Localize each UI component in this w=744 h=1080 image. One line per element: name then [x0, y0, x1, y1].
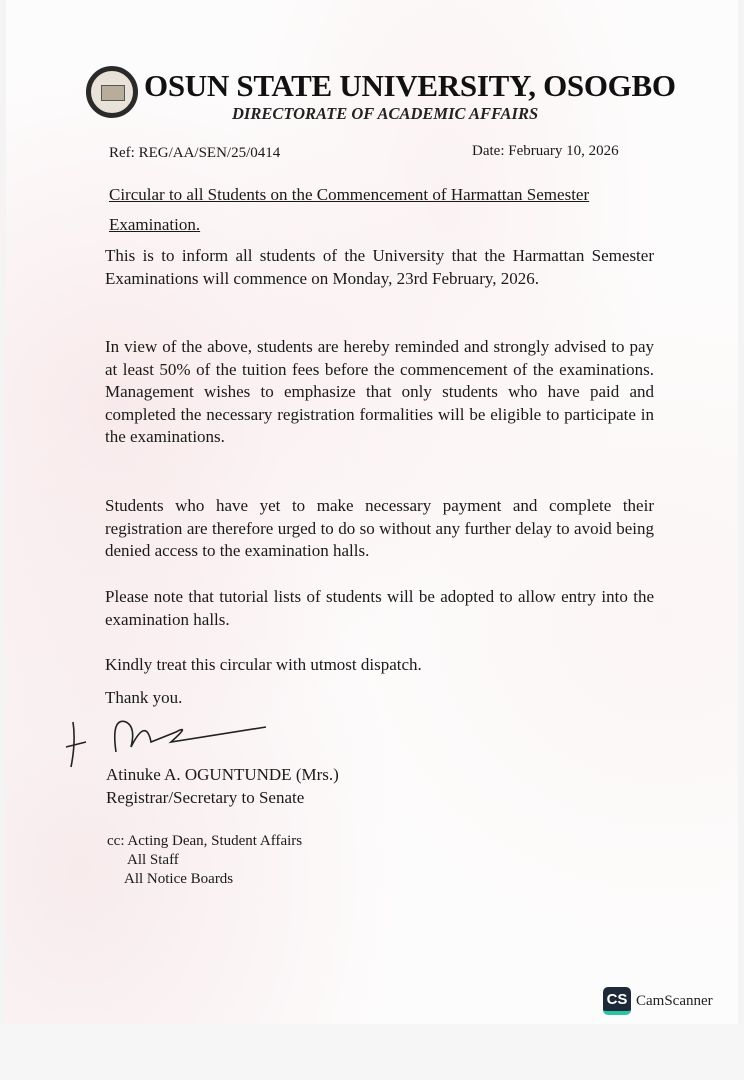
document-page [6, 0, 738, 1024]
university-name: OSUN STATE UNIVERSITY, OSOGBO [144, 68, 676, 103]
university-logo-icon [86, 66, 138, 118]
page-bottom-margin [0, 1024, 744, 1080]
paragraph: This is to inform all students of the University that the Harmattan Semester Examinations will commence on Monday, 23rd February, 2026. [105, 246, 654, 288]
camscanner-label: CamScanner [636, 992, 713, 1009]
document-date: Date: February 10, 2026 [472, 143, 619, 159]
paragraph: Please note that tutorial lists of students will be adopted to allow entry into the examination halls. [105, 587, 654, 629]
reference-number: Ref: REG/AA/SEN/25/0414 [109, 145, 281, 161]
signature-icon [61, 712, 281, 772]
camscanner-watermark [603, 987, 713, 1015]
cc-list [107, 832, 302, 889]
signatory-role: Registrar/Secretary to Senate [106, 788, 305, 807]
paragraph: Thank you. [105, 688, 183, 707]
paragraph: In view of the above, students are hereby reminded and strongly advised to pay at least 50% of the tuition fees before the commencement of the examinations. Management wishes to emphasize that only students who have paid and completed the necessary registration formalities will be eligible to participate in the examinations. [105, 337, 654, 446]
paragraph: Kindly treat this circular with utmost dispatch. [105, 655, 422, 674]
cc-item: All Notice Boards [124, 871, 234, 887]
signatory-name: Atinuke A. OGUNTUNDE (Mrs.) [106, 765, 339, 784]
directorate-name: DIRECTORATE OF ACADEMIC AFFAIRS [232, 104, 539, 123]
circular-title: Circular to all Students on the Commencement of Harmattan Semester Examination. [109, 185, 590, 234]
camscanner-icon: CS [603, 987, 631, 1015]
cc-item: All Staff [127, 852, 179, 868]
paragraph: Students who have yet to make necessary payment and complete their registration are therefore urged to do so without any further delay to avoid being denied access to the examination halls. [105, 496, 654, 560]
cc-item: cc: Acting Dean, Student Affairs [107, 833, 303, 849]
